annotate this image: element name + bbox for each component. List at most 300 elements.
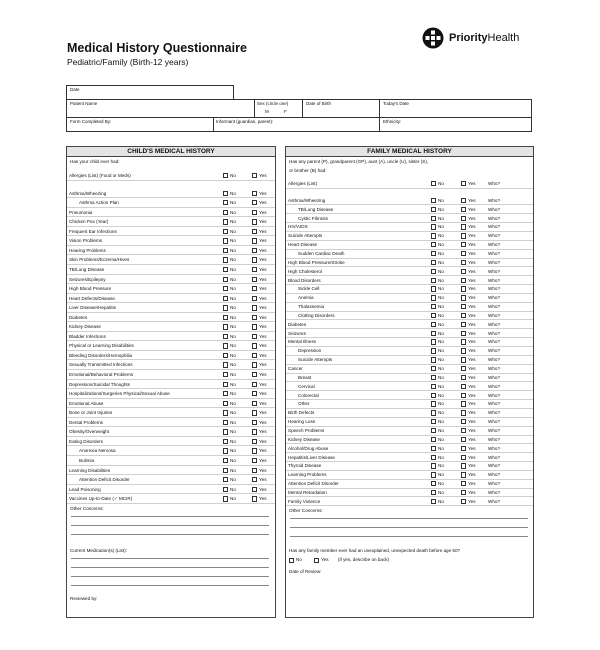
child-yes-checkbox[interactable] [252, 429, 257, 434]
child-yes-label: Yes [259, 438, 267, 444]
family-no-label: No [438, 259, 444, 265]
child-no-label: No [230, 419, 236, 425]
child-yes-checkbox[interactable] [252, 229, 257, 234]
family-yes-label: Yes [468, 206, 476, 212]
family-no-checkbox[interactable] [431, 393, 436, 398]
child-no-checkbox[interactable] [223, 401, 228, 406]
family-yes-checkbox[interactable] [461, 304, 466, 309]
family-yes-checkbox[interactable] [461, 366, 466, 371]
child-no-checkbox[interactable] [223, 296, 228, 301]
child-yes-label: Yes [259, 496, 267, 502]
family-no-checkbox[interactable] [431, 286, 436, 291]
child-other-concerns-line[interactable] [71, 534, 269, 535]
family-no-label: No [438, 321, 444, 327]
family-no-checkbox[interactable] [431, 181, 436, 186]
child-yes-checkbox[interactable] [252, 391, 257, 396]
child-no-label: No [230, 343, 236, 349]
sudden-death-yes-label: Yes [321, 556, 329, 562]
family-condition-label: Hepatitis/Liver Disease [288, 454, 335, 460]
child-no-label: No [230, 381, 236, 387]
child-no-label: No [230, 247, 236, 253]
family-yes-label: Yes [468, 224, 476, 230]
family-yes-label: Yes [468, 401, 476, 407]
child-yes-checkbox[interactable] [252, 468, 257, 473]
family-no-checkbox[interactable] [431, 295, 436, 300]
child-yes-checkbox[interactable] [252, 296, 257, 301]
priority-health-logo-icon [422, 27, 444, 49]
ethnicity-field[interactable] [379, 118, 532, 131]
medications-line[interactable] [71, 567, 269, 568]
child-no-label: No [230, 438, 236, 444]
family-no-checkbox[interactable] [431, 490, 436, 495]
sudden-death-no-checkbox[interactable] [289, 558, 294, 563]
child-condition-label: Frequent Ear Infections [69, 228, 117, 234]
family-yes-label: Yes [468, 242, 476, 248]
family-yes-checkbox[interactable] [461, 472, 466, 477]
family-who-label: Who? [488, 481, 501, 487]
family-who-label: Who? [488, 401, 501, 407]
family-condition-label: Sudden Cardiac Death [298, 250, 345, 256]
child-yes-label: Yes [259, 419, 267, 425]
family-no-label: No [438, 357, 444, 363]
child-yes-checkbox[interactable] [252, 353, 257, 358]
family-no-label: No [438, 427, 444, 433]
informant-field[interactable] [213, 118, 379, 131]
child-no-checkbox[interactable] [223, 429, 228, 434]
family-who-label: Who? [488, 321, 501, 327]
child-yes-checkbox[interactable] [252, 401, 257, 406]
family-yes-checkbox[interactable] [461, 375, 466, 380]
family-yes-label: Yes [468, 295, 476, 301]
medications-line[interactable] [71, 576, 269, 577]
family-yes-checkbox[interactable] [461, 242, 466, 247]
child-no-checkbox[interactable] [223, 477, 228, 482]
family-no-label: No [438, 295, 444, 301]
family-yes-label: Yes [468, 383, 476, 389]
child-other-concerns-line[interactable] [71, 525, 269, 526]
family-no-label: No [438, 489, 444, 495]
family-yes-checkbox[interactable] [461, 463, 466, 468]
family-condition-label: Sickle Cell [298, 286, 320, 292]
family-no-label: No [438, 206, 444, 212]
family-other-concerns-line[interactable] [290, 536, 528, 537]
family-no-checkbox[interactable] [431, 375, 436, 380]
child-yes-checkbox[interactable] [252, 277, 257, 282]
child-condition-label: Bone or Joint Injuries [69, 410, 113, 416]
family-yes-label: Yes [468, 181, 476, 186]
child-no-checkbox[interactable] [223, 468, 228, 473]
child-no-checkbox[interactable] [223, 372, 228, 377]
family-condition-label: High Blood Pressure/Stroke [288, 259, 345, 265]
child-yes-checkbox[interactable] [252, 496, 257, 501]
child-no-checkbox[interactable] [223, 448, 228, 453]
child-condition-label: High Blood Pressure [69, 286, 112, 292]
child-no-checkbox[interactable] [223, 362, 228, 367]
family-condition-label: Blood Disorders [288, 277, 321, 283]
family-no-label: No [438, 312, 444, 318]
child-yes-checkbox[interactable] [252, 343, 257, 348]
family-no-label: No [438, 383, 444, 389]
child-yes-label: Yes [259, 247, 267, 253]
family-no-checkbox[interactable] [431, 278, 436, 283]
child-yes-label: Yes [259, 372, 267, 377]
family-yes-checkbox[interactable] [461, 490, 466, 495]
family-no-label: No [438, 224, 444, 230]
child-yes-checkbox[interactable] [252, 334, 257, 339]
child-condition-label: Diabetes [69, 314, 88, 320]
child-yes-checkbox[interactable] [252, 238, 257, 243]
family-yes-checkbox[interactable] [461, 401, 466, 406]
family-yes-checkbox[interactable] [461, 233, 466, 238]
medications-line[interactable] [71, 585, 269, 586]
family-no-checkbox[interactable] [431, 366, 436, 371]
child-no-checkbox[interactable] [223, 210, 228, 215]
family-condition-label: Suicide Attempts [288, 233, 323, 239]
family-no-checkbox[interactable] [431, 260, 436, 265]
family-yes-label: Yes [468, 277, 476, 283]
family-yes-label: Yes [468, 259, 476, 265]
family-no-checkbox[interactable] [431, 401, 436, 406]
child-yes-checkbox[interactable] [252, 286, 257, 291]
child-no-checkbox[interactable] [223, 191, 228, 196]
family-yes-checkbox[interactable] [461, 410, 466, 415]
child-no-label: No [230, 209, 236, 215]
child-no-checkbox[interactable] [223, 353, 228, 358]
child-condition-label: Hospitalizations/Surgeries Physical/Sexual Abuse [69, 391, 170, 397]
family-no-label: No [438, 181, 444, 186]
child-no-checkbox[interactable] [223, 487, 228, 492]
child-other-concerns-label: Other Concerns: [70, 505, 104, 511]
family-no-label: No [438, 392, 444, 398]
family-no-checkbox[interactable] [431, 384, 436, 389]
family-yes-checkbox[interactable] [461, 251, 466, 256]
sudden-death-yes-checkbox[interactable] [314, 558, 319, 563]
child-yes-label: Yes [259, 429, 267, 435]
child-condition-label: Physical or Learning Disabilities [69, 343, 134, 349]
child-no-checkbox[interactable] [223, 219, 228, 224]
child-yes-checkbox[interactable] [252, 191, 257, 196]
child-no-checkbox[interactable] [223, 200, 228, 205]
family-condition-label: Kidney Disease [288, 436, 320, 442]
family-condition-label: Alcohol/Drug Abuse [288, 445, 329, 451]
child-yes-label: Yes [259, 257, 267, 263]
child-no-label: No [230, 257, 236, 263]
completed-by-label: Form Completed By: [70, 119, 112, 124]
family-no-label: No [438, 233, 444, 239]
completed-by-field[interactable] [67, 118, 213, 131]
family-yes-label: Yes [468, 197, 476, 203]
family-no-checkbox[interactable] [431, 198, 436, 203]
family-yes-checkbox[interactable] [461, 322, 466, 327]
family-condition-label: Other [298, 401, 310, 407]
child-no-checkbox[interactable] [223, 382, 228, 387]
child-no-checkbox[interactable] [223, 334, 228, 339]
child-other-concerns-line[interactable] [71, 516, 269, 517]
family-who-label: Who? [488, 233, 501, 239]
reviewed-by-label: Reviewed by: [70, 595, 98, 601]
family-no-checkbox[interactable] [431, 242, 436, 247]
family-yes-label: Yes [468, 250, 476, 256]
family-no-label: No [438, 445, 444, 451]
child-no-checkbox[interactable] [223, 391, 228, 396]
child-no-checkbox[interactable] [223, 286, 228, 291]
family-who-label: Who? [488, 330, 501, 336]
family-condition-label: Diabetes [288, 321, 307, 327]
child-yes-label: Yes [259, 448, 267, 454]
child-no-checkbox[interactable] [223, 420, 228, 425]
family-who-label: Who? [488, 427, 501, 433]
child-row [67, 437, 275, 447]
family-who-label: Who? [488, 197, 501, 203]
family-no-checkbox[interactable] [431, 463, 436, 468]
family-no-checkbox[interactable] [431, 251, 436, 256]
family-no-label: No [438, 472, 444, 478]
child-yes-checkbox[interactable] [252, 362, 257, 367]
child-row [67, 408, 275, 418]
family-yes-checkbox[interactable] [461, 331, 466, 336]
child-no-label: No [230, 477, 236, 483]
childs-history-heading: CHILD'S MEDICAL HISTORY [67, 147, 275, 157]
family-yes-checkbox[interactable] [461, 295, 466, 300]
child-yes-checkbox[interactable] [252, 372, 257, 377]
sex-field[interactable] [254, 100, 302, 117]
family-yes-checkbox[interactable] [461, 181, 466, 186]
child-yes-checkbox[interactable] [252, 219, 257, 224]
child-condition-label: Bleeding Disorders/Hemophilia [69, 352, 133, 358]
family-no-checkbox[interactable] [431, 472, 436, 477]
family-no-checkbox[interactable] [431, 410, 436, 415]
child-yes-checkbox[interactable] [252, 248, 257, 253]
family-yes-checkbox[interactable] [461, 481, 466, 486]
family-yes-checkbox[interactable] [461, 278, 466, 283]
family-no-checkbox[interactable] [431, 419, 436, 424]
child-row [67, 303, 275, 313]
child-no-checkbox[interactable] [223, 257, 228, 262]
family-who-label: Who? [488, 259, 501, 265]
child-no-checkbox[interactable] [223, 496, 228, 501]
child-yes-checkbox[interactable] [252, 420, 257, 425]
family-intro-2: or brother (B) had: [289, 168, 327, 173]
family-condition-label: Colorectal [298, 392, 319, 398]
family-no-checkbox[interactable] [431, 339, 436, 344]
family-yes-checkbox[interactable] [461, 224, 466, 229]
family-yes-label: Yes [468, 233, 476, 239]
family-yes-checkbox[interactable] [461, 313, 466, 318]
family-yes-label: Yes [468, 366, 476, 371]
sex-f[interactable]: F [284, 109, 287, 114]
family-no-checkbox[interactable] [431, 304, 436, 309]
family-no-checkbox[interactable] [431, 357, 436, 362]
family-who-label: Who? [488, 498, 501, 504]
family-no-label: No [438, 286, 444, 292]
family-who-label: Who? [488, 286, 501, 292]
child-yes-label: Yes [259, 286, 267, 292]
family-yes-checkbox[interactable] [461, 384, 466, 389]
dob-field[interactable] [302, 100, 379, 117]
family-yes-checkbox[interactable] [461, 419, 466, 424]
child-no-checkbox[interactable] [223, 410, 228, 415]
child-yes-label: Yes [259, 486, 267, 492]
family-no-checkbox[interactable] [431, 216, 436, 221]
family-yes-checkbox[interactable] [461, 357, 466, 362]
child-yes-checkbox[interactable] [252, 448, 257, 453]
family-no-label: No [438, 401, 444, 407]
family-no-checkbox[interactable] [431, 233, 436, 238]
child-condition-label: Skin Problems/Eczema/Hives [69, 257, 130, 263]
family-yes-checkbox[interactable] [461, 260, 466, 265]
child-condition-label: Kidney Disease [69, 324, 101, 330]
family-no-checkbox[interactable] [431, 437, 436, 442]
child-condition-label: Vision Problems [69, 238, 103, 244]
child-yes-checkbox[interactable] [252, 210, 257, 215]
family-no-checkbox[interactable] [431, 313, 436, 318]
child-no-checkbox[interactable] [223, 324, 228, 329]
family-no-checkbox[interactable] [431, 331, 436, 336]
family-no-checkbox[interactable] [431, 348, 436, 353]
child-no-label: No [230, 228, 236, 234]
child-no-checkbox[interactable] [223, 343, 228, 348]
child-row [67, 475, 275, 485]
family-who-label: Who? [488, 181, 501, 186]
family-who-label: Who? [488, 268, 501, 274]
child-yes-checkbox[interactable] [252, 439, 257, 444]
child-yes-label: Yes [259, 457, 267, 463]
child-condition-label: Depression/Suicidal Thoughts [69, 381, 130, 387]
child-yes-label: Yes [259, 173, 267, 178]
child-yes-checkbox[interactable] [252, 410, 257, 415]
family-yes-checkbox[interactable] [461, 216, 466, 221]
today-date-label: Today's Date [383, 101, 409, 106]
family-yes-checkbox[interactable] [461, 198, 466, 203]
family-no-label: No [438, 242, 444, 248]
family-yes-checkbox[interactable] [461, 446, 466, 451]
child-yes-checkbox[interactable] [252, 173, 257, 178]
family-who-label: Who? [488, 312, 501, 318]
child-yes-checkbox[interactable] [252, 305, 257, 310]
child-no-checkbox[interactable] [223, 267, 228, 272]
sex-m[interactable]: M [265, 109, 269, 114]
child-no-checkbox[interactable] [223, 439, 228, 444]
child-no-checkbox[interactable] [223, 315, 228, 320]
child-no-label: No [230, 219, 236, 225]
child-yes-label: Yes [259, 190, 267, 196]
child-yes-label: Yes [259, 333, 267, 339]
child-yes-checkbox[interactable] [252, 257, 257, 262]
child-no-checkbox[interactable] [223, 277, 228, 282]
family-who-label: Who? [488, 489, 501, 495]
family-yes-checkbox[interactable] [461, 286, 466, 291]
child-no-label: No [230, 295, 236, 301]
family-yes-checkbox[interactable] [461, 437, 466, 442]
family-yes-label: Yes [468, 312, 476, 318]
child-no-label: No [230, 496, 236, 502]
family-no-label: No [438, 419, 444, 425]
child-no-label: No [230, 305, 236, 311]
child-row [67, 255, 275, 265]
child-yes-checkbox[interactable] [252, 458, 257, 463]
child-row [67, 494, 275, 504]
family-no-label: No [438, 330, 444, 336]
family-condition-label: Asthma/Wheezing [288, 197, 326, 203]
family-yes-label: Yes [468, 463, 476, 469]
family-yes-checkbox[interactable] [461, 428, 466, 433]
family-no-checkbox[interactable] [431, 446, 436, 451]
family-condition-label: Clotting Disorders [298, 312, 335, 318]
child-no-label: No [230, 173, 236, 178]
child-yes-checkbox[interactable] [252, 487, 257, 492]
medications-line[interactable] [71, 558, 269, 559]
child-yes-checkbox[interactable] [252, 315, 257, 320]
family-who-label: Who? [488, 445, 501, 451]
family-who-label: Who? [488, 366, 501, 371]
family-no-label: No [438, 481, 444, 487]
family-yes-checkbox[interactable] [461, 393, 466, 398]
family-yes-checkbox[interactable] [461, 348, 466, 353]
family-other-concerns-line[interactable] [290, 518, 528, 519]
child-no-checkbox[interactable] [223, 458, 228, 463]
family-no-checkbox[interactable] [431, 322, 436, 327]
child-row [67, 341, 275, 351]
family-who-label: Who? [488, 242, 501, 248]
family-yes-checkbox[interactable] [461, 455, 466, 460]
family-condition-label: Mental Illness [288, 339, 317, 345]
family-no-checkbox[interactable] [431, 455, 436, 460]
date-of-review-label: Date of Review: [289, 568, 322, 574]
family-condition-label: Thalassemia [298, 304, 325, 310]
family-yes-checkbox[interactable] [461, 269, 466, 274]
family-no-checkbox[interactable] [431, 481, 436, 486]
date-field[interactable] [66, 85, 234, 100]
family-no-checkbox[interactable] [431, 224, 436, 229]
family-no-label: No [438, 436, 444, 442]
child-yes-checkbox[interactable] [252, 477, 257, 482]
family-no-label: No [438, 197, 444, 203]
family-no-checkbox[interactable] [431, 428, 436, 433]
child-condition-label: Heart Defects/Disease [69, 295, 115, 301]
child-yes-checkbox[interactable] [252, 382, 257, 387]
today-date-field[interactable] [379, 100, 532, 117]
child-condition-label: Seizures/Epilepsy [69, 276, 106, 282]
family-yes-checkbox[interactable] [461, 339, 466, 344]
child-no-checkbox[interactable] [223, 229, 228, 234]
child-row [67, 360, 275, 370]
family-intro-1: Has any parent (P), grandparent (GP), aunt (A), uncle (U), sister (S), [289, 159, 429, 164]
family-other-concerns-line[interactable] [290, 527, 528, 528]
family-who-label: Who? [488, 383, 501, 389]
family-no-checkbox[interactable] [431, 499, 436, 504]
family-no-checkbox[interactable] [431, 207, 436, 212]
child-yes-checkbox[interactable] [252, 267, 257, 272]
family-no-checkbox[interactable] [431, 269, 436, 274]
child-condition-label: Liver Disease/Hepatitis [69, 305, 116, 311]
child-no-checkbox[interactable] [223, 238, 228, 243]
child-no-checkbox[interactable] [223, 248, 228, 253]
child-no-checkbox[interactable] [223, 173, 228, 178]
family-yes-label: Yes [468, 392, 476, 398]
family-yes-checkbox[interactable] [461, 207, 466, 212]
child-row [67, 284, 275, 294]
child-yes-checkbox[interactable] [252, 200, 257, 205]
family-yes-checkbox[interactable] [461, 499, 466, 504]
family-condition-label: Birth Defects [288, 410, 315, 416]
child-condition-label: Attention Deficit Disorder [79, 477, 130, 483]
child-condition-label: TB/Lung Disease [69, 266, 105, 272]
page-subtitle: Pediatric/Family (Birth-12 years) [67, 57, 189, 67]
family-condition-label: Breast [298, 374, 312, 380]
child-yes-checkbox[interactable] [252, 324, 257, 329]
child-row [67, 351, 275, 361]
child-no-checkbox[interactable] [223, 305, 228, 310]
